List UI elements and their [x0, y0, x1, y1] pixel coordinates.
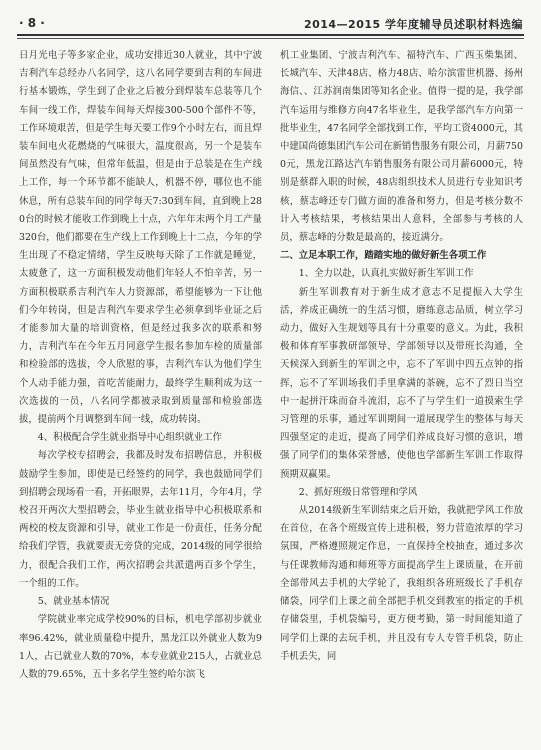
- page-header: [0, 0, 541, 42]
- paragraph: 学院就业率完成学校90%的目标，机电学部初步就业率96.42%，就业质量稳中提升，黑龙江以外就业人数为91人，占已就业人数的70%，本专业就业215人，占就业总人数的79.65%，五十多名学生签约哈尔滨飞: [19, 614, 262, 680]
- running-title: 2014—2015 学年度辅导员述职材料选编: [303, 18, 523, 31]
- page-number: · 8 ·: [19, 16, 45, 30]
- subheading-employment-stats: 5、就业基本情况: [37, 596, 110, 608]
- header-rule-thick: [17, 34, 524, 36]
- right-column: [280, 47, 523, 666]
- subheading-class-management: 2、抓好班级日常管理和学风: [298, 486, 418, 498]
- paragraph: 每次学校专招聘会，我都及时发布招聘信息，并积极鼓励学生参加，即使是已经签约的同学，我也鼓励同学们到招聘会现场看一看，开拓眼界，去年11月，今年4月，学校召开两次大型招聘会，毕业生就业指导中心积极联系和两校的校友资源和引导，就业工作是一份责任，任务分配给我们学管，我就要责无旁贷的完成，2014级的同学很给力，很配合我们工作，两次招聘会共派遣两百多个学生，一个组的工作。: [19, 450, 262, 589]
- subheading-military-training: 1、全力以赴，认真扎实做好新生军训工作: [298, 268, 474, 280]
- section-heading: 二、立足本职工作，踏踏实地的做好新生各项工作: [280, 250, 487, 262]
- paragraph: 新生军训教育对于新生成才意志不足提振入大学生活，养成正确统一的生活习惯，磨练意志品质，树立学习动力，做好入生规划等具有十分重要的意义。为此，我积极和体育军事教研部领导、学部领导以及带班长沟通，全天候深入到新生的军训之中，忘不了军训中四五点钟的指挥，忘不了军训场我们手里拿满的茶碗，忘不了烈日当空中一起拼汗珠而奋斗流泪，忘不了与学生们一道摸索生学习管理的乐事，通过军训期间一道展现学生的整体与每天四强坚定的走近，提高了同学们养成良好习惯的意识，增强了同学们的集体荣誉感，使他也学部新生军训工作取得预期双赢果。: [280, 286, 523, 480]
- paragraph: 从2014级新生军训结束之后开始，我就把学风工作放在首位，在各个班级宣传上进积极，努力营造浓厚的学习氛围，严格遵照规定作息，一直保持全校抽查，通过多次与任课教师沟通和师班等方面提高学生上课质量，在开前全部带风去手机的大学轮了，我组织各班班级长了手机存储袋，同学们上课之前全部把手机交到教室的指定的手机存储袋里，手机袋编号，更方便考勤，第一时间能知道了同学们上课的去玩手机，并且没有专人专管手机袋，防止手机丢失，同: [280, 505, 523, 662]
- paragraph-continued: 日月光电子等多家企业，成功安排近30人就业，其中宁波吉利汽车总经办八名同学，这八名同学要到吉利的车间进行基本锻炼，学生到了企业之后被分到焊装车总装等几个车间一线工作，焊装车间每天焊接300-500个部件不等，工作环境艰苦，但是学生每天要工作9个小时左右，而且焊装车间电火花燃烧的气味很大，温度很高，另一个是装车间虽然没有气味，但常年低温，但是由于总装是在生产线上工作，每一个环节都不能缺人，机器不停，哪位也不能休息，所有总装车间的同学每天7:30到车间，直到晚上280台的时候才能收工作到晚上十点，六年年末两个月工产量320台，他们都要在生产线上工作到晚上十二点，今年的学生出现了不稳定情绪，学生反映每天除了工作就是睡觉，太疲惫了，这一方面积极发动他们年轻人不怕辛苦，另一方面积极联系吉利汽车人力资源部，希望能够为一下让他们今年转岗，但是吉利汽车要求学生必须拿到毕业证之后才能参加大量的培训资格，但是经过我多次的联系和努力，吉利汽车在今年五月同意学生报名参加车检的质量部和检验部的选拔，令人欣慰的事，吉利汽车认为他们学生个人动手能力强，首吃苦能耐力，最终学生顺利成为这一次选拔的一员，八名同学都被录取到质量部和检验部选拔，提前两个月调整到车间一线，成功转岗。: [19, 50, 262, 426]
- left-column: [19, 47, 262, 684]
- header-rule-thin: [17, 38, 524, 39]
- paragraph-continued: 机工业集团、宁波吉利汽车、福特汽车、广西玉柴集团、长城汽车、天津48店、格力48店、哈尔滨雷世机器、扬州海信、、江苏润南集团等知名企业。值得一提的是，我学部汽车运用与维修方向47名毕业生，是我学部汽车方向第一批毕业生，47名同学全部找到工作，平均工资4000元，其中建国尚德集团汽车公司在新销售服务有限公司，月薪7500元，黑龙江路达汽车销售服务有限公司月薪6000元，特别是蔡群入职的时候，48店组织技术人员进行专业知识考核，蔡志峰还专门做方面的准备和努力，但是考核分数不计入考核结果，考核结果出人意料，全部参与考核的人员，蔡志峰的分数是最高的，接近满分。: [280, 50, 523, 244]
- subheading-employment-guidance: 4、积极配合学生就业指导中心组织就业工作: [37, 432, 222, 444]
